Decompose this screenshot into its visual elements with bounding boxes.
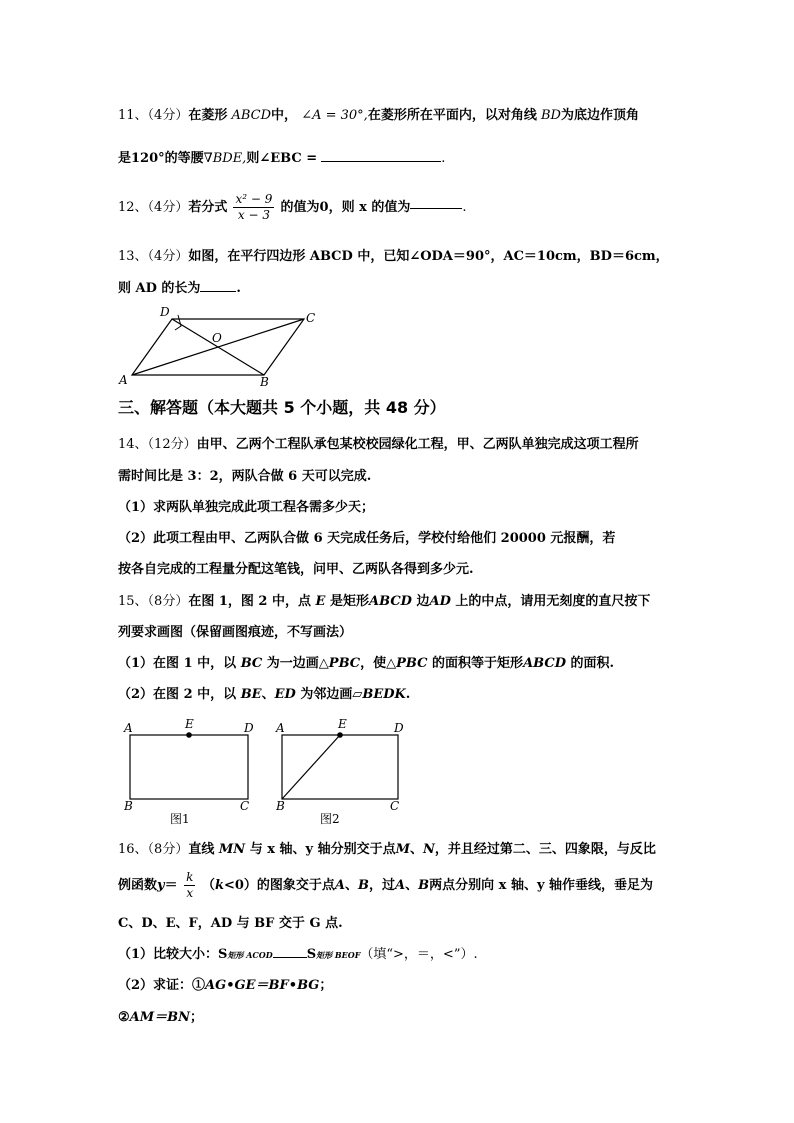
rectangle-abcd-fig1	[130, 735, 248, 799]
fig2-caption: 图2	[320, 812, 340, 826]
q16-part2: （2）求证：①AG•GE＝BF•BG；	[118, 978, 333, 993]
q11-line2: 是120°的等腰∇BDE,则∠EBC = .	[118, 151, 446, 166]
q15-part2: （2）在图 2 中，以 BE、ED 为邻边画▱BEDK.	[118, 687, 411, 702]
fig1-label-c: C	[240, 799, 250, 813]
point-e-fig2	[337, 732, 343, 738]
q16-line3: C、D、E、F，AD 与 BF 交于 G 点.	[118, 916, 343, 931]
q14-line2: 需时间比是 3：2，两队合做 6 天可以完成.	[118, 469, 372, 484]
q12-answer-blank	[410, 207, 462, 209]
fig1-caption: 图1	[170, 812, 190, 826]
fig1-label-a: A	[124, 721, 133, 735]
q13-answer-blank	[200, 290, 236, 292]
fig1-label-b: B	[124, 799, 133, 813]
label-c: C	[306, 311, 316, 325]
q16-fraction: $\frac{k}{x}$	[186, 870, 194, 900]
rectangle-abcd-fig2	[282, 735, 398, 799]
q11-answer-blank	[321, 160, 441, 162]
q14-part1: （1）求两队单独完成此项工程各需多少天；	[118, 500, 375, 515]
q13-label: 13、（4分）	[118, 249, 189, 264]
fig1-label-d: D	[244, 721, 254, 735]
q16-compare-blank	[273, 956, 307, 958]
q14-part2-line1: （2）此项工程由甲、乙两队合做 6 天完成任务后，学校付给他们 20000 元报酬，若	[118, 531, 616, 546]
segment-be-fig2	[282, 735, 340, 799]
label-a: A	[119, 373, 128, 387]
q16-label: 16、（8分）	[118, 842, 189, 857]
fig2-label-a: A	[276, 721, 285, 735]
label-b: B	[260, 375, 269, 388]
fig2-label-d: D	[394, 721, 404, 735]
q15-figures	[116, 712, 416, 832]
q11-label: 11、（4分）	[118, 108, 189, 123]
q14-part2-line2: 按各自完成的工程量分配这笔钱，问甲、乙两队各得到多少元.	[118, 562, 474, 577]
q15-label: 15、（8分）	[118, 594, 189, 609]
q12-fraction: $\frac{\text{x² − 9}}{x - 3}$	[235, 192, 273, 222]
fig1-label-e: E	[185, 717, 194, 731]
q16-line1: 16、（8分）直线 MN 与 x 轴、y 轴分别交于点M、N，并且经过第二、三、四象限，与反比	[118, 842, 656, 857]
fig2-label-b: B	[276, 799, 285, 813]
q15-line2: 列要求画图（保留画图痕迹，不写画法）	[118, 625, 353, 640]
q13-line2: 则 AD 的长为 .	[118, 281, 241, 296]
q15-line1: 15、（8分）在图 1，图 2 中，点 E 是矩形ABCD 边AD 上的中点，请用无刻度的直尺按下	[118, 594, 651, 609]
fig2-label-e: E	[338, 717, 347, 731]
fig2-label-c: C	[390, 799, 400, 813]
label-d: D	[160, 305, 170, 319]
section-3-heading: 三、解答题（本大题共 5 个小题，共 48 分）	[118, 398, 446, 417]
diagonal-bd	[172, 319, 264, 375]
q13-line1: 13、（4分）如图，在平行四边形 ABCD 中，已知∠ODA＝90°，AC＝10cm，BD＝6cm，	[118, 249, 669, 264]
figure-2	[275, 717, 404, 826]
q11-line1: 11、（4分）在菱形 ABCD中， ∠A = 30°,在菱形所在平面内，以对角线 BD为底边作顶角	[118, 108, 639, 123]
q14-label: 14、（12分）	[118, 437, 197, 452]
q14-line1: 14、（12分）由甲、乙两个工程队承包某校校园绿化工程，甲、乙两队单独完成这项工程所	[118, 437, 639, 452]
q16-part1: （1）比较大小：S矩形 ACOD S矩形 BEOF（填“>，＝，<”）.	[118, 947, 478, 962]
figure-1	[123, 717, 254, 826]
q15-part1: （1）在图 1 中，以 BC 为一边画△PBC，使△PBC 的面积等于矩形ABCD 的面积.	[118, 656, 615, 671]
q12-line: 12、（4分）若分式 $\frac{\text{x² − 9}}{x - 3}$ 的值为0，则 x 的值为 .	[118, 192, 467, 222]
q13-parallelogram-figure	[116, 302, 326, 388]
point-e-fig1	[186, 732, 192, 738]
q16-part3: ②AM＝BN；	[118, 1010, 204, 1025]
q16-line2: 例函数y＝ $\frac{k}{x}$ （k<0）的图象交于点A、B，过A、B两点分别向 x 轴、y 轴作垂线，垂足为	[118, 870, 654, 900]
q12-label: 12、（4分）	[118, 200, 189, 215]
label-o: O	[212, 331, 222, 345]
